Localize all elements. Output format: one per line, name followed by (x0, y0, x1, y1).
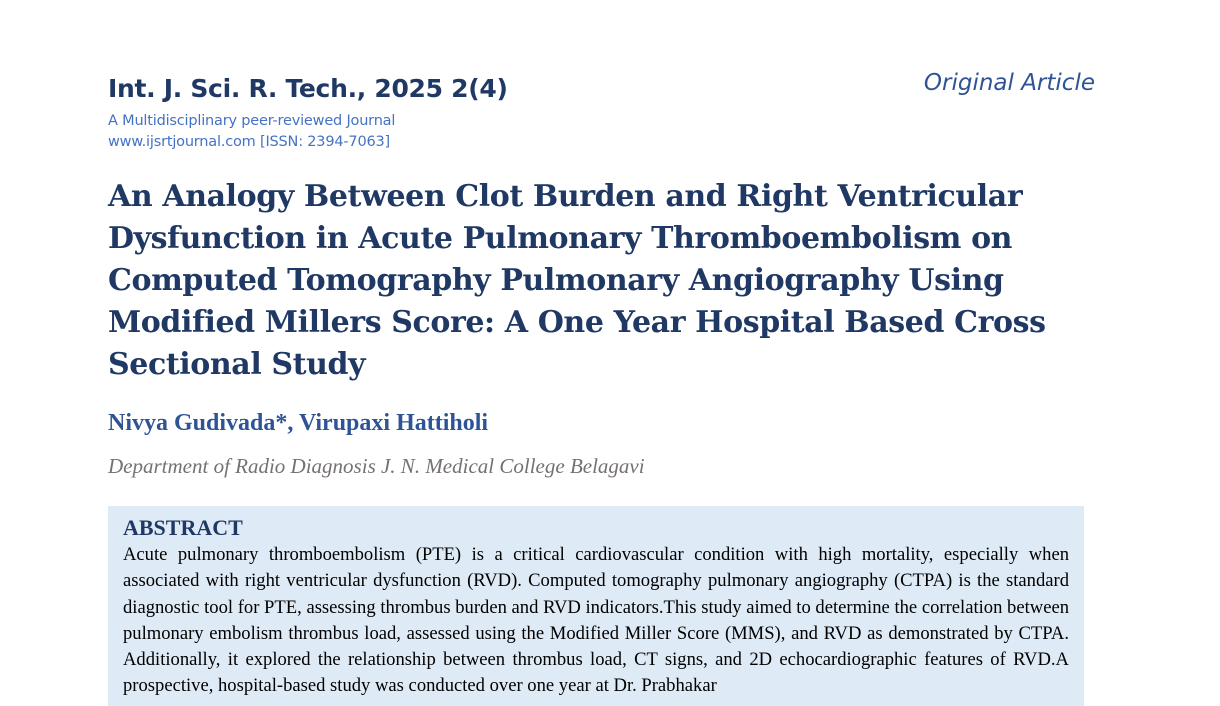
paper-title: An Analogy Between Clot Burden and Right Ventricular Dysfunction in Acute Pulmonary Thromboembolism on Computed Tomography Pulmonary Angiography Using Modified Millers Score: A One Year Hospital Based Cross Sectional Study (108, 179, 1046, 382)
abstract-heading: ABSTRACT (123, 515, 243, 540)
abstract-body: Acute pulmonary thromboembolism (PTE) is a critical cardiovascular condition with high mortality, especially when associated with right ventricular dysfunction (RVD). Computed tomography pulmonary angiography (CTPA) is the standard diagnostic tool for PTE, assessing thrombus burden and RVD indicators.This study aimed to determine the correlation between pulmonary embolism thrombus load, assessed using the Modified Miller Score (MMS), and RVD as demonstrated by CTPA. Additionally, it explored the relationship between thrombus load, CT signs, and 2D echocardiographic features of RVD.A prospective, hospital-based study was conducted over one year at Dr. Prabhakar (123, 544, 1069, 697)
abstract-section (108, 506, 1084, 706)
article-type-label: Original Article (923, 70, 1095, 96)
author-list: Nivya Gudivada*, Virupaxi Hattiholi (108, 410, 489, 436)
journal-tagline: A Multidisciplinary peer-reviewed Journal (108, 113, 396, 129)
author-affiliation: Department of Radio Diagnosis J. N. Medical College Belagavi (108, 454, 645, 478)
journal-website-issn[interactable]: www.ijsrtjournal.com [ISSN: 2394-7063] (108, 134, 390, 150)
journal-citation: Int. J. Sci. R. Tech., 2025 2(4) (108, 74, 508, 103)
